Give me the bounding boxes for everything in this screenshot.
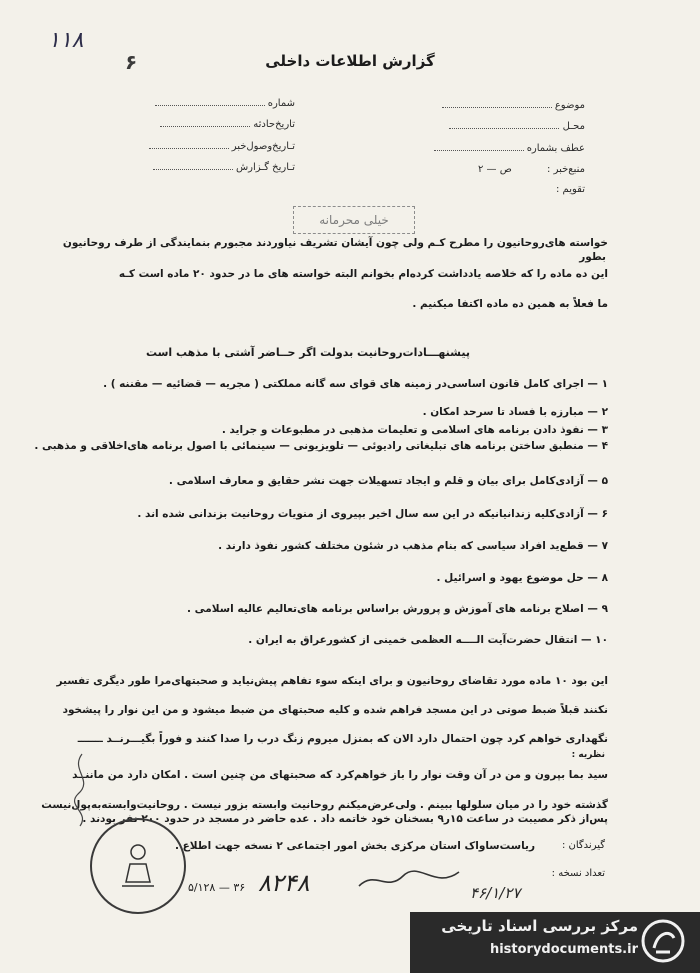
- list-item: ۴ — منطبق ساختن برنامه های تبلیغاتی رادیوئی — تلویزیونی — سینمائی با اصول برنامه های‌اخلاقی و مذهبی .: [34, 440, 608, 452]
- logo-title: مرکز بررسی اسناد تاریخی: [441, 917, 638, 935]
- paragraph-line: خواسته های‌روحانیون را مطرح کـم ولی چون آیشان تشریف نیاوردند مجبورم بنمایندگی از طرف روحانیون: [62, 237, 608, 249]
- paragraph-line: نکنند قبلاً ضبط صوتی در این مسجد فراهم شده و کلیه صحبتهای من ضبط میشود و من این نوار را پیشخود: [62, 704, 608, 716]
- header-ref-followup: عطف بشماره: [526, 143, 585, 154]
- paragraph-line: پس‌از ذکر مصیبت در ساعت ۱۵ر۹ بسخنان خود خاتمه داد . عده حاضر در مسجد در حدود ۲۰۰ نفر بودند .: [82, 813, 608, 825]
- header-source-row: [478, 164, 585, 175]
- header-number-row: [155, 95, 295, 109]
- paragraph-line: این بود ۱۰ ماده مورد تقاضای روحانیون و برای اینکه سوء تفاهم پیش‌نیاید و صحبتهای‌مرا طور دیگری تفسیر: [56, 675, 608, 687]
- dotted-line: [449, 118, 559, 129]
- list-item: ۹ — اصلاح برنامه های آموزش و پرورش براساس برنامه های‌تعالیم عالیه اسلامی .: [187, 603, 608, 615]
- list-item: ۱۰ — انتقال حضرت‌آیت الــــه العظمی خمینی از کشورعراق به ایران .: [248, 634, 608, 646]
- header-receive-date-row: [149, 138, 295, 152]
- header-subject: موضوع: [554, 100, 585, 111]
- header-event-date: تاریخ‌حادثه: [253, 119, 295, 130]
- list-item: ۷ — قطع‌ید افراد سیاسی که بنام مذهب در شئون مختلف کشور نفوذ دارند .: [218, 540, 608, 552]
- list-item: ۳ — نفوذ دادن برنامه های اسلامی و تعلیمات مذهبی در مطبوعات و جراید .: [221, 424, 608, 436]
- paragraph-line: بطور: [579, 251, 606, 263]
- header-receive-date: تـاریخ‌وصول‌خبر: [231, 141, 295, 152]
- paragraph-line: ما فعلاً به همین ده ماده اکتفا میکنیم .: [412, 298, 608, 310]
- header-subject-row: [442, 97, 585, 111]
- margin-scribble-icon: [60, 750, 105, 830]
- handwritten-big-number: ۸۲۴۸: [258, 869, 310, 897]
- archive-logo-icon: [640, 918, 686, 964]
- recipients-label: گیرندگان :: [561, 840, 605, 851]
- header-source: منبع‌خبر :: [547, 164, 585, 175]
- dotted-line: [153, 159, 233, 170]
- copies-label: تعداد نسخه :: [551, 868, 605, 879]
- header-number: شماره: [267, 98, 295, 109]
- list-item: ۸ — حل موضوع یهود و اسرائیل .: [436, 572, 608, 584]
- dotted-line: [160, 116, 250, 127]
- recipients-text: ریاست‌ساواک استان مرکزی بخش امور اجتماعی ۲ نسخه جهت اطلاع .: [174, 840, 535, 852]
- dotted-line: [149, 138, 229, 149]
- classification-stamp: خیلی محرمانه: [293, 206, 415, 234]
- paragraph-line: گذشته خود را در میان سلولها ببینم . ولی‌عرض‌میکنم روحانیت وابسته بزور نیست . روحانیت‌وابسته‌به‌پول‌نیست: [41, 799, 608, 811]
- handwritten-date: ۴۶/۱/۲۷: [470, 884, 521, 902]
- paragraph-line: این ده ماده را که خلاصه یادداشت کرده‌ام بخوانم البته خواسته های ما در حدود ۲۰ ماده است کـه: [118, 268, 608, 280]
- paragraph-line: سید بما بپرون و من در آن وقت نوار را باز خواهم‌کرد که صحبتهای من چنین است . امکان دارد من ماننــد: [72, 769, 608, 781]
- proposals-heading: پیشنهـــادات‌روحانیت بدولت اگر حــاضر آشتی با مذهب است: [145, 346, 470, 359]
- seal-stamp: [90, 818, 186, 914]
- signature-scribble-icon: [355, 866, 465, 894]
- header-place: محـل: [562, 121, 585, 132]
- opinion-label: نظریه :: [571, 750, 605, 760]
- list-item: ۵ — آزادی‌کامل برای بیان و قلم و ایجاد تسهیلات جهت نشر حقایق و معارف اسلامی .: [168, 475, 608, 487]
- dotted-line: [155, 95, 265, 106]
- header-report-date: تـاریخ گـزارش: [235, 162, 295, 173]
- page-title: گزارش اطلاعات داخلی: [265, 52, 435, 70]
- list-item: ۱ — اجرای کامل قانون اساسی‌در زمینه های قوای سه گانه مملکتی ( مجریه — قضائیه — مقننه ) .: [103, 378, 608, 390]
- paragraph-line: نگهداری خواهم کرد چون احتمال دارد الان که بمنزل میروم زنگ درب را صدا کنند و فوراً بگیـــرنــد ـــــــ: [77, 733, 608, 745]
- handwritten-top-letter: ۶: [125, 50, 138, 74]
- lion-sun-emblem-icon: [118, 842, 158, 890]
- header-report-date-row: [153, 159, 295, 173]
- dotted-line: [442, 97, 552, 108]
- file-number: ۵/۱۲۸ — ۳۶: [188, 881, 246, 894]
- header-evaluation: تقویم :: [556, 184, 585, 195]
- list-item: ۶ — آزادی‌کلیه زندانیانیکه در این سه سال اخیر بپیروی از منویات روحانیت بزندانی شده اند .: [137, 508, 608, 520]
- logo-url: historydocuments.ir: [489, 942, 638, 957]
- dotted-line: [434, 140, 524, 151]
- handwritten-top-number: ۱۱۸: [48, 28, 84, 53]
- header-source-value: ص — ۲: [478, 164, 512, 175]
- header-event-date-row: [160, 116, 295, 130]
- header-ref-row: [434, 140, 586, 154]
- header-place-row: [449, 118, 585, 132]
- list-item: ۲ — مبارزه با فساد تا سرحد امکان .: [422, 406, 608, 418]
